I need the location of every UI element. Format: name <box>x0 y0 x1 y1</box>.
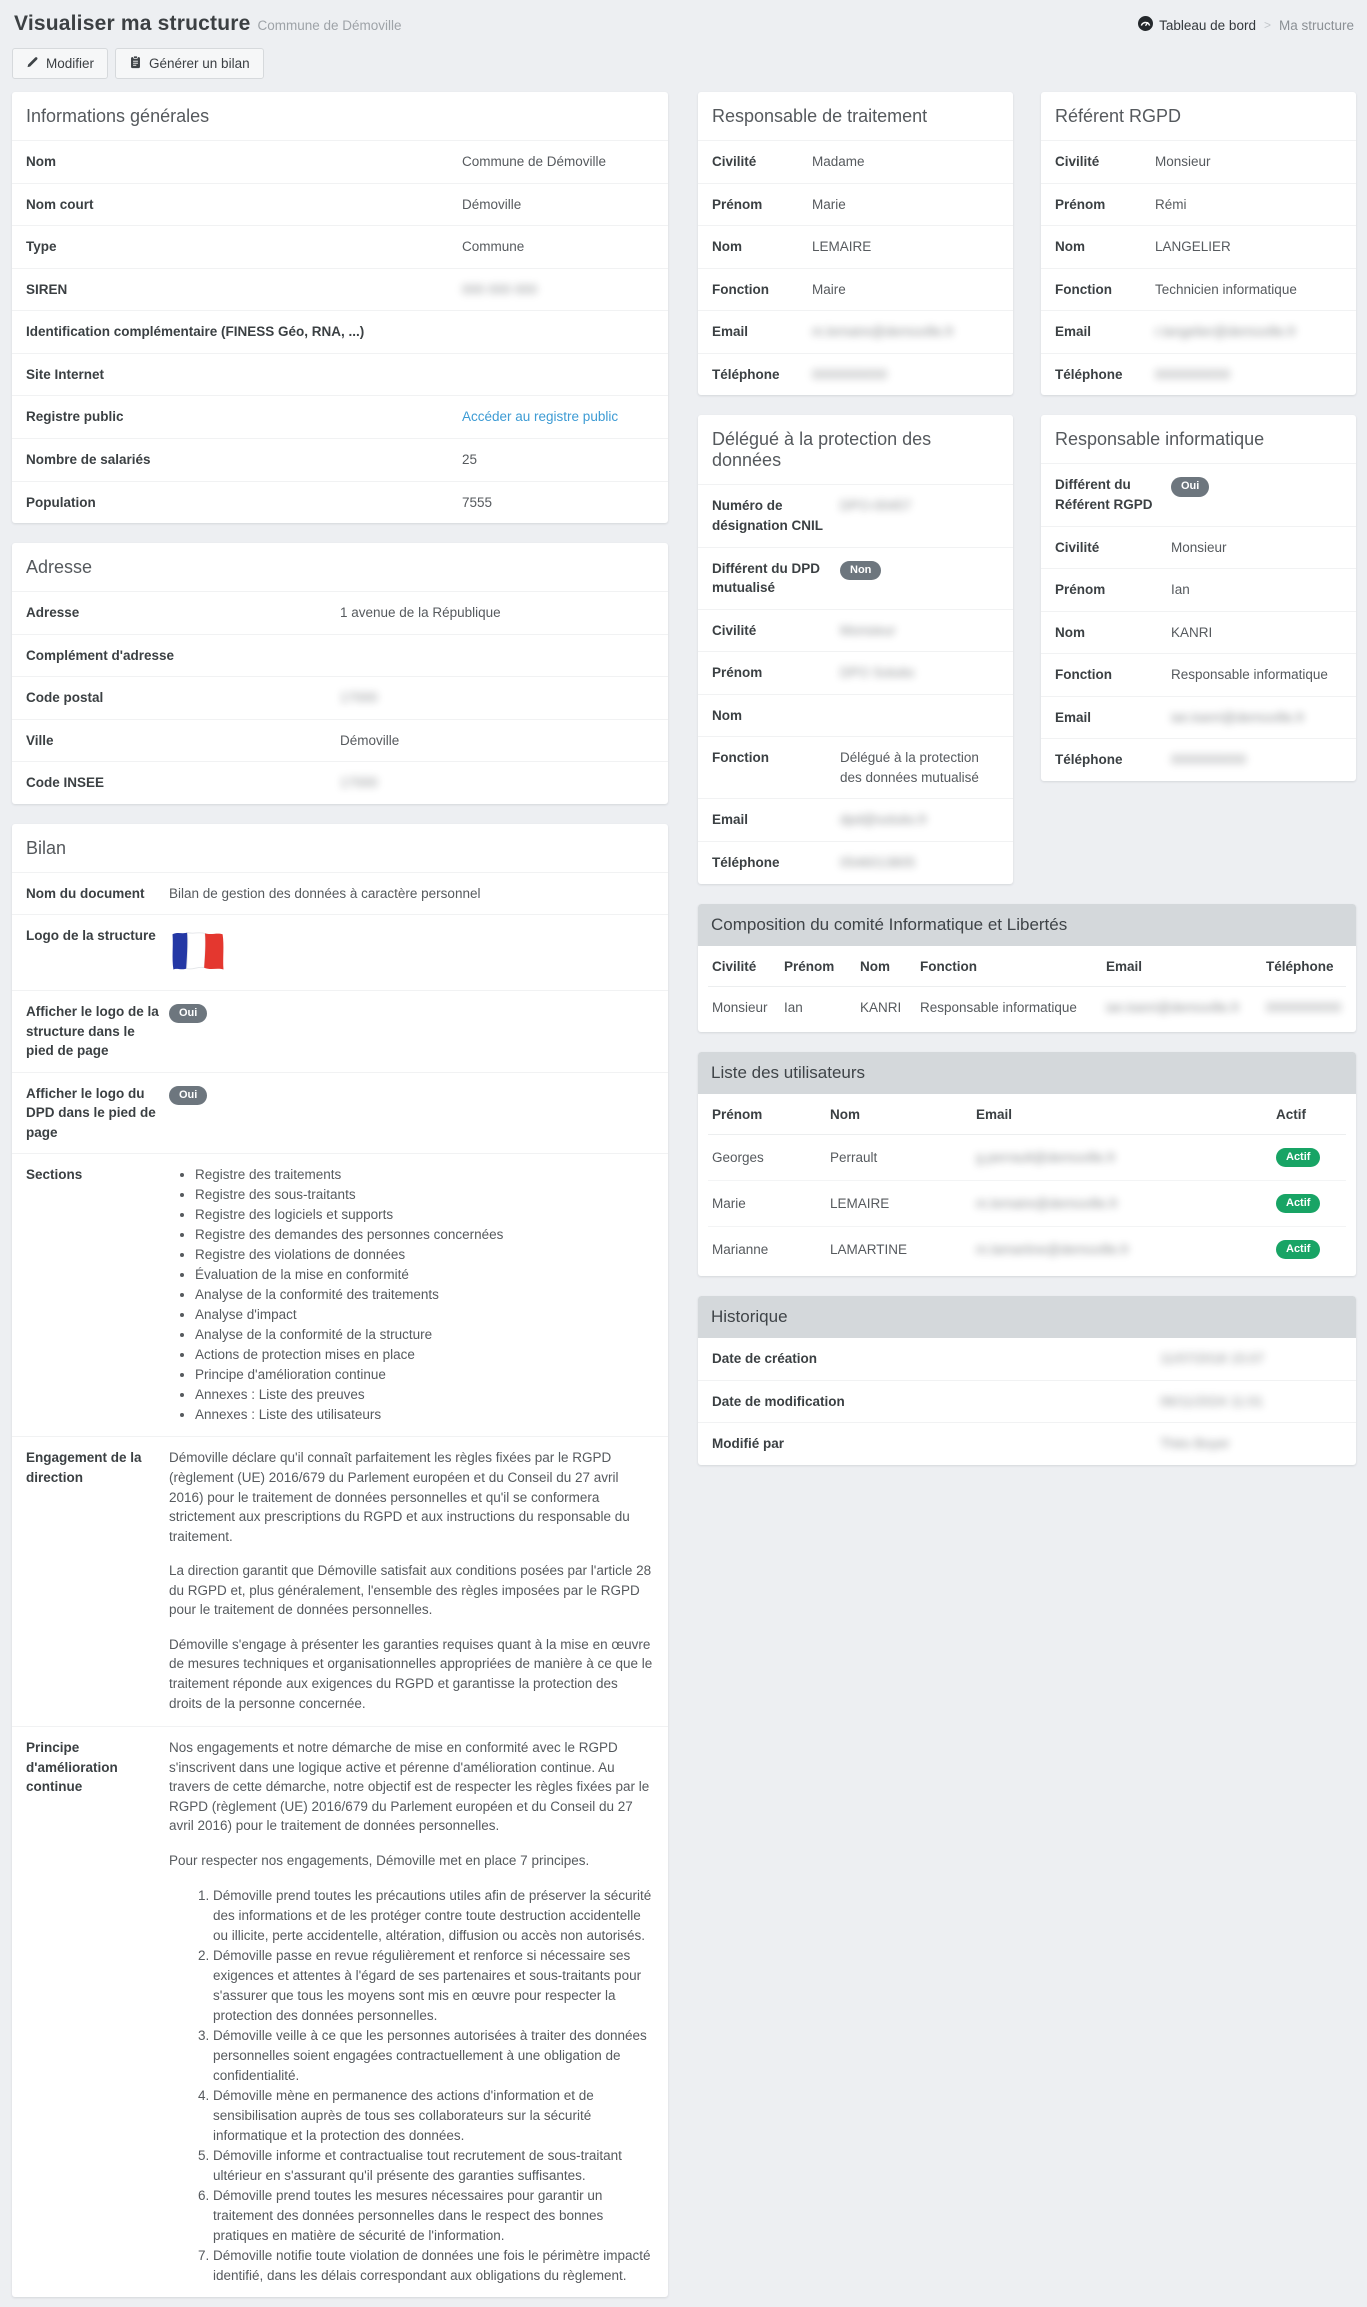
dpd-row-email <box>698 798 1013 841</box>
row-label: Différent du DPD mutualisé <box>712 560 820 596</box>
traitement-row-telephone <box>698 353 1013 396</box>
row-value: Monsieur <box>1171 539 1227 555</box>
row-label: Prénom <box>712 665 763 681</box>
section-item: • Annexes : Liste des preuves <box>195 1385 654 1405</box>
table-row <box>708 1134 1346 1180</box>
dpd-row-telephone <box>698 841 1013 884</box>
principe-item: 3. Démoville veille à ce que les personnes autorisées à traiter des données personnelles soient engagées contractuellement à une obligation de confidentialité. <box>213 2026 654 2086</box>
bilan-row-nom-document <box>12 872 668 915</box>
main-content <box>12 92 1356 2297</box>
principe-paragraph: Nos engagements et notre démarche de mise en conformité avec le RGPD s'inscrivent dans une logique active et pérenne d'amélioration continue. Au travers de cette démarche, notre objectif est de respecter les règles fixées par le RGPD (règlement (UE) 2016/679 du Parlement européen et du Conseil du 27 avril 2016) pour le traitement de données personnelles. <box>169 1740 650 1834</box>
table-row <box>708 1226 1346 1272</box>
sections-list <box>169 1165 654 1425</box>
row-label: Prénom <box>712 196 763 212</box>
row-label: Ville <box>26 732 54 748</box>
row-label: SIREN <box>26 281 68 297</box>
row-value: Commune <box>462 239 525 255</box>
row-value: Monsieur <box>1155 154 1211 169</box>
bilan-row-logo-dpd-toggle <box>12 1072 668 1154</box>
card-title: Bilan <box>26 837 67 858</box>
row-label: Identification complémentaire (FINESS Géo, RNA, ...) <box>26 324 365 340</box>
card-bilan <box>12 824 668 2297</box>
principe-paragraph: Pour respecter nos engagements, Démoville met en place 7 principes. <box>169 1852 590 1868</box>
info-row-population <box>12 481 668 524</box>
row-value: Maire <box>812 281 846 297</box>
info-row-identification <box>12 310 668 353</box>
adresse-row-code-insee <box>12 761 668 804</box>
card-title: Délégué à la protection des données <box>712 429 932 471</box>
row-label: Numéro de désignation CNIL <box>712 498 823 533</box>
cell-telephone-blurred: 0000000000 <box>1266 999 1342 1015</box>
breadcrumb-dashboard-link[interactable] <box>1138 16 1256 34</box>
pencil-icon <box>26 56 39 72</box>
adresse-row-adresse <box>12 591 668 634</box>
rgpd-row-civilite <box>1041 140 1356 183</box>
bilan-row-principe <box>12 1726 668 2296</box>
row-label: Date de création <box>712 1351 818 1367</box>
adresse-row-code-postal <box>12 676 668 719</box>
principe-item: 2. Démoville passe en revue régulièrement et renforce si nécessaire ses exigences et attentes à l'égard de ses partenaires et sous-traitants pour s'assurer que tous les moyens sont mis en œuvre pour respecter la protection des données personnelles. <box>213 1946 654 2026</box>
row-label: Nom court <box>26 196 94 212</box>
section-item: • Analyse de la conformité de la structure <box>195 1325 654 1345</box>
row-label: Civilité <box>712 622 757 638</box>
card-title: Référent RGPD <box>1055 106 1182 126</box>
cell-nom: Perrault <box>826 1134 972 1180</box>
engagement-paragraph: Démoville s'engage à présenter les garanties requises quant à la mise en œuvre de mesures techniques et organisationnelles appropriées de manière à ce que le traitement réponde aux exigences du RGPD et garantisse la protection des droits de la personne concernée. <box>169 1636 653 1711</box>
row-value-blurred: 17000 <box>340 690 378 706</box>
info-row-site-internet <box>12 353 668 396</box>
principe-item: 1. Démoville prend toutes les précautions utiles afin de préserver la sécurité des informations et de les protéger contre toute destruction accidentelle ou illicite, perte accidentelle, altération, diffusion ou accès non autorisés. <box>213 1886 654 1946</box>
row-label: Sections <box>26 1167 83 1183</box>
oui-badge: Oui <box>169 1086 207 1105</box>
row-label: Logo de la structure <box>26 928 156 944</box>
historique-row-modifie-par <box>698 1422 1356 1465</box>
traitement-row-prenom <box>698 183 1013 226</box>
clipboard-icon <box>129 55 142 72</box>
left-column <box>12 92 668 2297</box>
cell-email-blurred: m.lemaire@demoville.fr <box>972 1180 1272 1226</box>
row-label: Adresse <box>26 605 80 621</box>
row-value-blurred: 0000000000 <box>1171 752 1247 768</box>
section-item: • Analyse d'impact <box>195 1305 654 1325</box>
section-item: • Analyse de la conformité des traitements <box>195 1285 654 1305</box>
row-label: Différent du Référent RGPD <box>1055 477 1153 512</box>
row-label: Nom <box>26 154 56 169</box>
col-actif: Actif <box>1272 1094 1346 1135</box>
section-item: • Registre des logiciels et supports <box>195 1205 654 1225</box>
section-item: • Registre des sous-traitants <box>195 1185 654 1205</box>
section-utilisateurs <box>698 1052 1356 1277</box>
bilan-row-logo <box>12 914 668 990</box>
table-header-row <box>708 946 1346 987</box>
row-label: Registre public <box>26 409 124 425</box>
bilan-row-engagement <box>12 1436 668 1726</box>
row-label: Email <box>1055 324 1092 340</box>
card-title: Adresse <box>26 557 93 578</box>
respinfo-row-email <box>1041 696 1356 739</box>
row-label: Fonction <box>1055 281 1112 297</box>
row-label: Complément d'adresse <box>26 647 175 663</box>
row-value: LEMAIRE <box>812 239 872 255</box>
row-value: Démoville <box>340 732 400 748</box>
row-label: Nom du document <box>26 885 145 901</box>
card-title: Informations générales <box>26 106 210 126</box>
col-nom: Nom <box>856 946 916 987</box>
cell-nom: LAMARTINE <box>830 1242 908 1258</box>
cell-email-blurred: m.lamartine@demoville.fr <box>976 1242 1130 1258</box>
page-heading <box>14 12 402 36</box>
card-responsable-informatique <box>1041 415 1356 781</box>
row-label: Téléphone <box>712 855 780 870</box>
row-label: Civilité <box>1055 154 1100 169</box>
rgpd-row-fonction <box>1041 268 1356 311</box>
row-value-blurred: DPO-00457 <box>840 498 912 514</box>
row-label: Téléphone <box>712 366 780 382</box>
row-label: Email <box>712 812 749 828</box>
respinfo-row-telephone <box>1041 738 1356 781</box>
respinfo-row-prenom <box>1041 568 1356 611</box>
section-comite <box>698 904 1356 1032</box>
actif-badge: Actif <box>1276 1148 1320 1167</box>
row-label: Nom <box>1055 239 1085 255</box>
traitement-row-civilite <box>698 140 1013 183</box>
breadcrumb-dashboard-label: Tableau de bord <box>1159 17 1256 33</box>
row-value-blurred: Théo Boyer <box>1160 1436 1230 1452</box>
dpd-row-different-mutualise <box>698 547 1013 609</box>
row-label: Site Internet <box>26 366 105 382</box>
row-label: Nom <box>1055 624 1085 640</box>
traitement-row-nom <box>698 225 1013 268</box>
section-header: Historique <box>698 1296 1356 1338</box>
breadcrumb <box>1138 16 1354 34</box>
actif-badge: Actif <box>1276 1240 1320 1259</box>
row-label: Nom <box>712 707 742 723</box>
rgpd-row-prenom <box>1041 183 1356 226</box>
non-badge: Non <box>840 561 881 580</box>
row-value: 1 avenue de la République <box>340 605 501 621</box>
section-item: • Principe d'amélioration continue <box>195 1365 654 1385</box>
row-value-blurred: 06/11/2024 11:01 <box>1160 1393 1264 1409</box>
row-label: Code INSEE <box>26 775 105 791</box>
info-row-type <box>12 225 668 268</box>
row-value: 25 <box>462 451 478 467</box>
row-label: Civilité <box>712 154 757 169</box>
row-value: Bilan de gestion des données à caractère personnel <box>169 885 481 901</box>
info-row-nom-court <box>12 183 668 226</box>
generate-report-button-label: Générer un bilan <box>149 56 250 71</box>
cell-prenom: Georges <box>708 1134 826 1180</box>
traitement-row-email <box>698 310 1013 353</box>
adresse-row-complement <box>12 634 668 677</box>
dpd-row-prenom <box>698 651 1013 694</box>
card-title: Responsable de traitement <box>712 106 928 126</box>
col-fonction: Fonction <box>916 946 1102 987</box>
row-value-blurred: m.lemaire@demoville.fr <box>812 324 954 340</box>
engagement-text <box>169 1448 654 1715</box>
actif-badge: Actif <box>1276 1194 1320 1213</box>
comite-table <box>708 946 1346 1028</box>
section-item: • Registre des demandes des personnes concernées <box>195 1225 654 1245</box>
row-value: LANGELIER <box>1155 239 1231 255</box>
row-value: Responsable informatique <box>1171 667 1328 683</box>
card-informations-generales <box>12 92 668 523</box>
row-label: Civilité <box>1055 539 1100 555</box>
info-row-registre-public <box>12 395 668 438</box>
table-row <box>708 986 1346 1028</box>
breadcrumb-separator: > <box>1263 18 1271 32</box>
row-label: Afficher le logo du DPD dans le pied de page <box>26 1085 156 1140</box>
col-email: Email <box>1102 946 1262 987</box>
page-title: Visualiser ma structure <box>14 12 251 35</box>
breadcrumb-current: Ma structure <box>1278 17 1354 33</box>
generate-report-button[interactable] <box>115 48 264 79</box>
info-row-salaries <box>12 438 668 481</box>
col-telephone: Téléphone <box>1262 946 1346 987</box>
historique-row-creation <box>698 1338 1356 1380</box>
row-label: Afficher le logo de la structure dans le pied de page <box>26 1004 159 1059</box>
principe-item: 4. Démoville mène en permanence des actions d'information et de sensibilisation auprès de tous ses collaborateurs sur la sécurité informatique et la protection des données. <box>213 2086 654 2146</box>
traitement-row-fonction <box>698 268 1013 311</box>
row-label: Type <box>26 239 57 255</box>
engagement-paragraph: Démoville déclare qu'il connaît parfaitement les règles fixées par le RGPD (règlement (UE) 2016/679 du Parlement européen et du Conseil du 27 avril 2016) pour le traitement de données personnelles et qu'il se conformera strictement aux prescriptions du RGPD et aux instructions du responsable du traitement. <box>169 1450 630 1544</box>
col-prenom: Prénom <box>708 1094 826 1135</box>
cell-email-blurred: g.perrault@demoville.fr <box>972 1134 1272 1180</box>
cell-nom: LEMAIRE <box>826 1180 972 1226</box>
oui-badge: Oui <box>169 1004 207 1023</box>
row-label: Prénom <box>1055 582 1106 598</box>
adresse-row-ville <box>12 719 668 762</box>
cell-email-blurred: ian.kanri@demoville.fr <box>1106 999 1240 1015</box>
card-dpd <box>698 415 1013 883</box>
oui-badge: Oui <box>1171 477 1209 496</box>
rgpd-row-email <box>1041 310 1356 353</box>
row-value-blurred: dpd@solutio.fr <box>840 812 928 828</box>
row-label: Date de modification <box>712 1393 845 1409</box>
row-value-blurred: r.langelier@demoville.fr <box>1155 324 1297 340</box>
card-adresse <box>12 543 668 804</box>
row-label: Nombre de salariés <box>26 451 151 467</box>
row-label: Principe d'amélioration continue <box>26 1740 118 1795</box>
cell-prenom: Marianne <box>712 1242 769 1258</box>
card-referent-rgpd <box>1041 92 1356 395</box>
dpd-row-civilite <box>698 609 1013 652</box>
row-value-blurred: 0000000000 <box>812 366 888 382</box>
toolbar <box>12 48 1356 79</box>
row-value: Marie <box>812 196 846 212</box>
respinfo-row-fonction <box>1041 653 1356 696</box>
page-subtitle: Commune de Démoville <box>257 18 402 33</box>
row-value-blurred: ian.kanri@demoville.fr <box>1171 709 1305 725</box>
row-value: Démoville <box>462 196 522 212</box>
row-value-blurred: 0000000000 <box>1155 366 1231 382</box>
row-label: Téléphone <box>1055 752 1123 768</box>
principe-item: 6. Démoville prend toutes les mesures nécessaires pour garantir un traitement des données personnelles dans le respect des bonnes pratiques en matière de sécurité de l'information. <box>213 2186 654 2246</box>
dpd-row-numero-cnil <box>698 484 1013 546</box>
engagement-paragraph: La direction garantit que Démoville satisfait aux conditions posées par l'article 28 du RGPD et, plus généralement, l'ensemble des règles imposées par le RGPD pour le traitement de données personnelles. <box>169 1563 652 1618</box>
bilan-row-logo-structure-toggle <box>12 990 668 1072</box>
row-value-blurred: Monsieur <box>840 622 896 638</box>
right-area <box>698 92 1356 1465</box>
section-item: • Registre des traitements <box>195 1165 654 1185</box>
row-value: Délégué à la protection des données mutualisé <box>840 750 979 785</box>
row-label: Population <box>26 494 96 510</box>
row-value-blurred: 11/07/2018 15:07 <box>1160 1351 1265 1367</box>
row-label: Email <box>1055 709 1092 725</box>
row-value-blurred: 0546013805 <box>840 855 916 870</box>
dpd-row-fonction <box>698 736 1013 798</box>
info-row-nom <box>12 140 668 183</box>
bilan-row-sections <box>12 1153 668 1436</box>
table-header-row <box>708 1094 1346 1135</box>
section-item: • Actions de protection mises en place <box>195 1345 654 1365</box>
section-item: • Évaluation de la mise en conformité <box>195 1265 654 1285</box>
row-label: Fonction <box>712 750 769 766</box>
section-historique <box>698 1296 1356 1465</box>
topbar <box>12 8 1356 38</box>
row-label: Téléphone <box>1055 366 1123 382</box>
section-header: Composition du comité Informatique et Libertés <box>698 904 1356 946</box>
section-item: • Registre des violations de données <box>195 1245 654 1265</box>
card-title: Responsable informatique <box>1055 429 1265 450</box>
col-civilite: Civilité <box>708 946 780 987</box>
row-label: Code postal <box>26 690 104 706</box>
respinfo-row-different-referent <box>1041 463 1356 525</box>
table-row <box>708 1180 1346 1226</box>
row-label: Email <box>712 324 749 340</box>
structure-logo-france-flag <box>169 929 227 979</box>
col-prenom: Prénom <box>780 946 856 987</box>
row-value-blurred: 17000 <box>340 775 378 791</box>
respinfo-row-nom <box>1041 611 1356 654</box>
principe-item: 7. Démoville notifie toute violation de données une fois le périmètre impacté identifié, dans les délais correspondant aux obligations du règlement. <box>213 2246 654 2286</box>
utilisateurs-table <box>708 1094 1346 1273</box>
principe-text <box>169 1738 654 2285</box>
section-item: • Annexes : Liste des utilisateurs <box>195 1405 654 1425</box>
row-label: Fonction <box>1055 667 1112 683</box>
section-header: Liste des utilisateurs <box>698 1052 1356 1094</box>
row-label: Fonction <box>712 281 769 297</box>
row-value: Madame <box>812 154 865 169</box>
historique-row-modification <box>698 1380 1356 1423</box>
row-value: Rémi <box>1155 196 1187 212</box>
col-nom: Nom <box>826 1094 972 1135</box>
cell-civilite: Monsieur <box>712 999 768 1015</box>
info-row-siren <box>12 268 668 311</box>
row-value: Ian <box>1171 582 1190 598</box>
dpd-row-nom <box>698 694 1013 737</box>
row-value: KANRI <box>1171 624 1213 640</box>
rgpd-row-nom <box>1041 225 1356 268</box>
row-value-blurred: DPO Solutio <box>840 665 915 681</box>
principes-list <box>169 1886 654 2286</box>
row-value: 7555 <box>462 494 493 510</box>
principe-item: 5. Démoville informe et contractualise tout recrutement de sous-traitant ultérieur en s'assurant qu'il présente des garanties suffisantes. <box>213 2146 654 2186</box>
row-value: Commune de Démoville <box>462 154 607 169</box>
row-value: Technicien informatique <box>1155 281 1297 297</box>
card-responsable-traitement <box>698 92 1013 395</box>
cell-prenom: Marie <box>708 1180 826 1226</box>
cell-prenom: Ian <box>784 999 803 1015</box>
registre-public-link[interactable]: Accéder au registre public <box>462 409 619 425</box>
row-label: Engagement de la direction <box>26 1450 142 1485</box>
row-value-blurred: 000 000 000 <box>462 281 538 297</box>
edit-button-label: Modifier <box>46 56 95 71</box>
dashboard-icon <box>1138 16 1153 34</box>
row-label: Nom <box>712 239 742 255</box>
edit-button[interactable] <box>12 48 108 79</box>
row-label: Modifié par <box>712 1436 785 1452</box>
row-label: Prénom <box>1055 196 1106 212</box>
rgpd-row-telephone <box>1041 353 1356 396</box>
respinfo-row-civilite <box>1041 526 1356 569</box>
cell-fonction: Responsable informatique <box>920 999 1077 1015</box>
cell-nom: KANRI <box>860 999 902 1015</box>
col-email: Email <box>972 1094 1272 1135</box>
